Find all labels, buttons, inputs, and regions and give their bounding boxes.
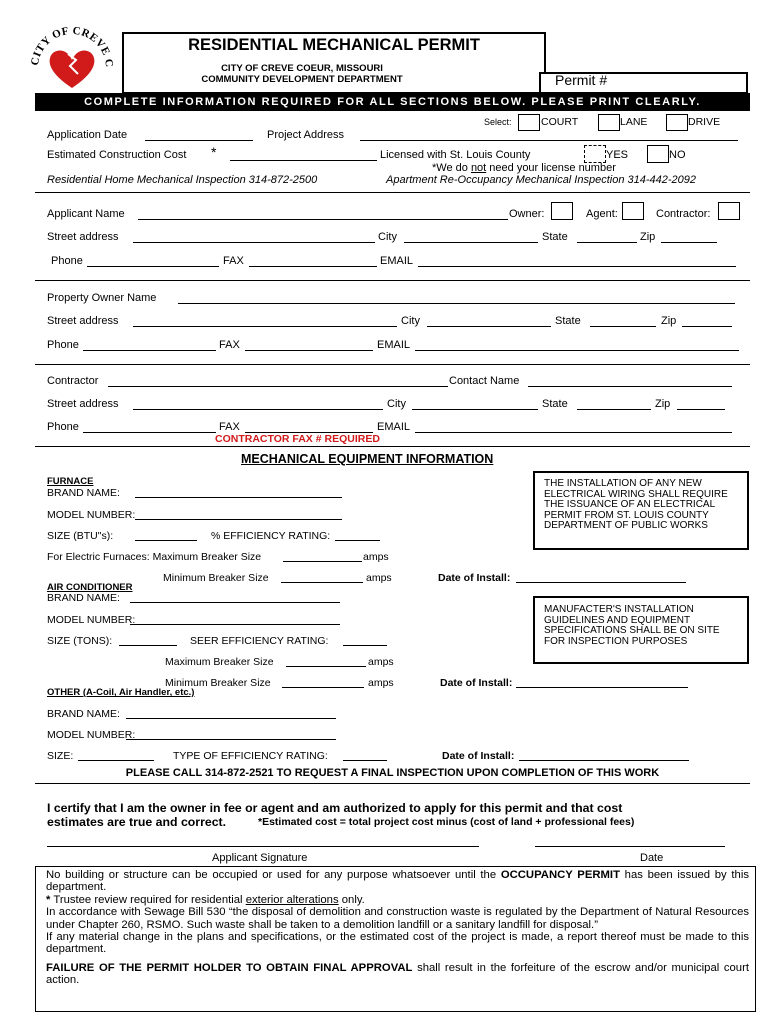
owner-phone-label: Phone: [47, 339, 79, 351]
licensed-yes-label: YES: [606, 149, 629, 161]
owner-state-label: State: [555, 315, 581, 327]
ac-brand-label: BRAND NAME:: [47, 592, 120, 604]
other-efficiency-field[interactable]: [343, 760, 387, 761]
amps-label: amps: [363, 551, 389, 563]
ac-date-label: Date of Install:: [440, 677, 513, 689]
other-size-field[interactable]: [78, 760, 154, 761]
owner-email-label: EMAIL: [377, 339, 411, 351]
occupancy-notice: No building or structure can be occupied or used for any purpose whatsoever until the OCCUPANCY PERMIT has been issued by this department.: [46, 869, 749, 894]
owner-state-field[interactable]: [590, 326, 656, 327]
contractor-email-field[interactable]: [415, 432, 732, 433]
project-address-label: Project Address: [267, 129, 345, 141]
instructions-banner: COMPLETE INFORMATION REQUIRED FOR ALL SECTIONS BELOW. PLEASE PRINT CLEARLY.: [35, 93, 750, 111]
applicant-fax-label: FAX: [223, 255, 244, 267]
licensed-label: Licensed with St. Louis County: [380, 149, 531, 161]
failure-notice: FAILURE OF THE PERMIT HOLDER TO OBTAIN FINAL APPROVAL shall result in the forfeiture of the escrow and/or municipal court action.: [46, 961, 749, 987]
furnace-min-breaker-field[interactable]: [281, 582, 363, 583]
applicant-street-label: Street address: [47, 231, 119, 243]
owner-label: Owner:: [509, 208, 545, 220]
applicant-zip-label: Zip: [640, 231, 656, 243]
ac-model-field[interactable]: [130, 624, 340, 625]
form-title: RESIDENTIAL MECHANICAL PERMIT: [188, 36, 480, 54]
contractor-zip-label: Zip: [655, 398, 671, 410]
contact-name-field[interactable]: [528, 386, 732, 387]
property-owner-field[interactable]: [178, 303, 735, 304]
licensed-yes-checkbox[interactable]: [584, 145, 606, 163]
furnace-size-field[interactable]: [135, 540, 197, 541]
contractor-email-label: EMAIL: [377, 421, 411, 433]
furnace-efficiency-field[interactable]: [335, 540, 380, 541]
owner-city-field[interactable]: [427, 326, 551, 327]
project-address-field[interactable]: [360, 140, 738, 141]
asterisk: *: [211, 144, 217, 160]
furnace-date-label: Date of Install:: [438, 572, 511, 584]
ac-size-label: SIZE (TONS):: [47, 635, 113, 647]
ac-date-field[interactable]: [516, 687, 688, 688]
applicant-street-field[interactable]: [133, 242, 375, 243]
owner-checkbox[interactable]: [551, 202, 573, 220]
ac-seer-label: SEER EFFICIENCY RATING:: [190, 635, 329, 647]
select-label: Select:: [484, 117, 512, 127]
contractor-type-label: Contractor:: [656, 208, 711, 220]
other-brand-label: BRAND NAME:: [47, 708, 120, 720]
date-label: Date: [640, 852, 664, 864]
furnace-model-field[interactable]: [135, 519, 342, 520]
owner-zip-field[interactable]: [682, 326, 732, 327]
contractor-street-label: Street address: [47, 398, 119, 410]
contractor-zip-field[interactable]: [677, 409, 725, 410]
certify-line-1: I certify that I am the owner in fee or agent and am authorized to apply for this permit and that cost: [47, 801, 623, 815]
contractor-phone-field[interactable]: [83, 432, 216, 433]
owner-street-field[interactable]: [133, 326, 397, 327]
other-size-label: SIZE:: [47, 750, 74, 762]
section-divider: [35, 446, 750, 447]
trustee-notice: * Trustee review required for residential exterior alterations only.: [46, 893, 365, 906]
license-note-post: need your license number: [486, 162, 616, 174]
furnace-brand-label: BRAND NAME:: [47, 487, 120, 499]
residential-inspection-phone: Residential Home Mechanical Inspection 314-872-2500: [47, 174, 318, 186]
applicant-name-field[interactable]: [138, 219, 508, 220]
manufacturer-notice-text: MANUFACTER'S INSTALLATION GUIDELINES AND EQUIPMENT SPECIFICATIONS SHALL BE ON SITE FOR INSPECTION PURPOSES: [544, 604, 720, 647]
lane-label: LANE: [620, 116, 648, 128]
applicant-email-label: EMAIL: [380, 255, 414, 267]
owner-fax-field[interactable]: [245, 350, 373, 351]
other-model-label: MODEL NUMBER:: [47, 729, 136, 741]
estimated-cost-field[interactable]: [230, 160, 377, 161]
signature-label: Applicant Signature: [212, 852, 308, 864]
applicant-zip-field[interactable]: [661, 242, 717, 243]
license-note-pre: *We do: [432, 162, 471, 174]
contractor-fax-label: FAX: [219, 421, 240, 433]
court-label: COURT: [541, 116, 579, 128]
applicant-phone-field[interactable]: [87, 266, 219, 267]
other-efficiency-label: TYPE OF EFFICIENCY RATING:: [173, 750, 328, 762]
department-name: COMMUNITY DEVELOPMENT DEPARTMENT: [201, 74, 403, 85]
furnace-model-label: MODEL NUMBER:: [47, 509, 136, 521]
applicant-state-field[interactable]: [577, 242, 637, 243]
city-seal-logo: [24, 18, 120, 102]
certify-note: *Estimated cost = total project cost minus (cost of land + professional fees): [258, 816, 635, 828]
section-divider: [35, 783, 750, 784]
owner-zip-label: Zip: [661, 315, 677, 327]
signature-field[interactable]: [47, 846, 479, 847]
legal-notice-box: [35, 866, 756, 1012]
amps-label: amps: [368, 656, 394, 668]
contractor-checkbox[interactable]: [718, 202, 740, 220]
ac-brand-field[interactable]: [130, 602, 340, 603]
other-model-field[interactable]: [126, 739, 336, 740]
contractor-city-label: City: [387, 398, 406, 410]
other-brand-field[interactable]: [126, 718, 336, 719]
application-date-label: Application Date: [47, 129, 128, 141]
city-name: CITY OF CREVE COEUR, MISSOURI: [221, 63, 383, 74]
amps-label: amps: [368, 677, 394, 689]
ac-model-label: MODEL NUMBER:: [47, 614, 136, 626]
section-divider: [35, 280, 750, 281]
ac-min-breaker-label: Minimum Breaker Size: [165, 677, 271, 689]
contractor-street-field[interactable]: [133, 409, 383, 410]
furnace-min-breaker-label: Minimum Breaker Size: [163, 572, 269, 584]
lane-checkbox[interactable]: [598, 114, 620, 131]
signature-date-field[interactable]: [535, 846, 725, 847]
contractor-label: Contractor: [47, 375, 99, 387]
license-note-not: not: [470, 162, 487, 174]
contractor-city-field[interactable]: [412, 409, 538, 410]
applicant-city-field[interactable]: [404, 242, 538, 243]
apartment-inspection-phone: Apartment Re-Occupancy Mechanical Inspection 314-442-2092: [386, 174, 697, 186]
drive-checkbox[interactable]: [666, 114, 688, 131]
property-owner-label: Property Owner Name: [47, 292, 157, 304]
section-divider: [35, 364, 750, 365]
contractor-phone-label: Phone: [47, 421, 79, 433]
ac-size-field[interactable]: [119, 645, 177, 646]
owner-email-field[interactable]: [415, 350, 739, 351]
furnace-brand-field[interactable]: [135, 497, 342, 498]
contractor-field[interactable]: [108, 386, 448, 387]
applicant-state-label: State: [542, 231, 568, 243]
other-date-label: Date of Install:: [442, 750, 515, 762]
contractor-state-field[interactable]: [577, 409, 651, 410]
license-note: [432, 162, 616, 174]
court-checkbox[interactable]: [518, 114, 540, 131]
furnace-size-label: SIZE (BTU"s):: [47, 530, 114, 542]
licensed-no-label: NO: [669, 149, 686, 161]
ac-min-breaker-field[interactable]: [282, 687, 364, 688]
electrical-notice-text: THE INSTALLATION OF ANY NEW ELECTRICAL WIRING SHALL REQUIRE THE ISSUANCE OF AN ELECTRICAL PERMIT FROM ST. LOUIS COUNTY DEPARTMENT OF PUBLIC WORKS: [544, 478, 728, 531]
amps-label: amps: [366, 572, 392, 584]
sewage-notice: In accordance with Sewage Bill 530 “the disposal of demolition and construction waste is regulated by the Department of Natural Resources under Chapter 260, RSMO. Such waste shall be taken to a demolition landfill or a sanitary landfill for disposal.”: [46, 906, 749, 931]
ac-max-breaker-field[interactable]: [286, 666, 366, 667]
material-change-notice: If any material change in the plans and specifications, or the estimated cost of the project is made, a report thereof must be made to this department.: [46, 931, 749, 956]
certify-line-2: estimates are true and correct.: [47, 815, 227, 829]
applicant-phone-label: Phone: [51, 255, 83, 267]
other-date-field[interactable]: [519, 760, 689, 761]
final-inspection-call: PLEASE CALL 314-872-2521 TO REQUEST A FINAL INSPECTION UPON COMPLETION OF THIS WORK: [125, 767, 660, 779]
applicant-city-label: City: [378, 231, 397, 243]
furnace-heading: FURNACE: [47, 476, 94, 487]
air-conditioner-heading: AIR CONDITIONER: [47, 582, 133, 593]
ac-seer-field[interactable]: [343, 645, 387, 646]
estimated-cost-label: Estimated Construction Cost: [47, 149, 187, 161]
furnace-efficiency-label: % EFFICIENCY RATING:: [211, 530, 331, 542]
owner-street-label: Street address: [47, 315, 119, 327]
contractor-fax-required: CONTRACTOR FAX # REQUIRED: [215, 433, 380, 445]
svg-text:CITY OF CREVE COEUR, MO.: CITY OF CREVE C: [28, 24, 116, 69]
other-heading: OTHER (A-Coil, Air Handler, etc.): [47, 687, 195, 698]
ac-max-breaker-label: Maximum Breaker Size: [165, 656, 274, 668]
owner-city-label: City: [401, 315, 420, 327]
owner-phone-field[interactable]: [83, 350, 216, 351]
licensed-no-checkbox[interactable]: [647, 145, 669, 163]
electric-max-breaker-label: For Electric Furnaces: Maximum Breaker Size: [47, 551, 262, 563]
agent-checkbox[interactable]: [622, 202, 644, 220]
applicant-fax-field[interactable]: [249, 266, 377, 267]
contractor-state-label: State: [542, 398, 568, 410]
permit-number-label: Permit #: [555, 72, 608, 88]
equipment-title: MECHANICAL EQUIPMENT INFORMATION: [241, 452, 494, 466]
applicant-email-field[interactable]: [418, 266, 736, 267]
agent-label: Agent:: [586, 208, 618, 220]
applicant-name-label: Applicant Name: [47, 208, 125, 220]
furnace-date-field[interactable]: [516, 582, 686, 583]
drive-label: DRIVE: [688, 116, 721, 128]
section-divider: [35, 192, 750, 193]
application-date-field[interactable]: [145, 140, 253, 141]
electric-max-breaker-field[interactable]: [283, 561, 362, 562]
contact-name-label: Contact Name: [449, 375, 520, 387]
owner-fax-label: FAX: [219, 339, 240, 351]
